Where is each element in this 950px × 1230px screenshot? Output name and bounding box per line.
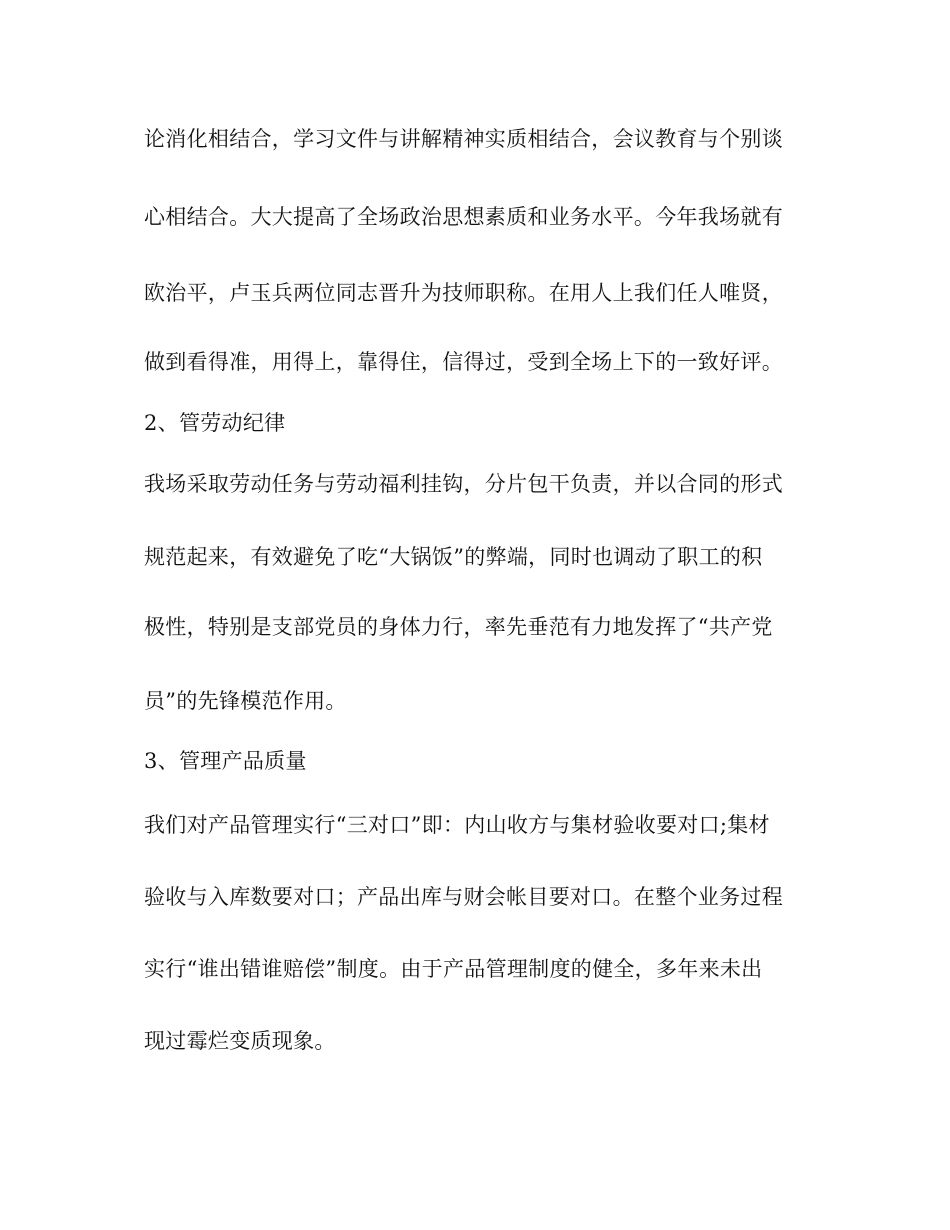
paragraph-line: 规范起来，有效避免了吃“大锅饭”的弊端，同时也调动了职工的积 [144, 545, 763, 569]
paragraph-line: 极性，特别是支部党员的身体力行，率先垂范有力地发挥了“共产党 [144, 615, 773, 639]
paragraph-line: 论消化相结合，学习文件与讲解精神实质相结合，会议教育与个别谈 [144, 127, 783, 151]
paragraph-line: 实行“谁出错谁赔偿”制度。由于产品管理制度的健全，多年来未出 [144, 957, 763, 981]
paragraph-line: 我们对产品管理实行“三对口”即：内山收方与集材验收要对口;集材 [144, 813, 770, 837]
paragraph-line: 欧治平，卢玉兵两位同志晋升为技师职称。在用人上我们任人唯贤， [144, 281, 783, 305]
paragraph-line: 现过霉烂变质现象。 [144, 1029, 336, 1053]
paragraph-line: 做到看得准，用得上，靠得住，信得过，受到全场上下的一致好评。 [144, 350, 783, 374]
section-heading-product-quality: 3、管理产品质量 [144, 749, 307, 773]
section-heading-labor-discipline: 2、管劳动纪律 [144, 411, 286, 435]
paragraph-line: 验收与入库数要对口；产品出库与财会帐目要对口。在整个业务过程 [144, 885, 783, 909]
paragraph-line: 我场采取劳动任务与劳动福利挂钩，分片包干负责，并以合同的形式 [144, 472, 783, 496]
paragraph-line: 员”的先锋模范作用。 [144, 689, 347, 713]
paragraph-line: 心相结合。大大提高了全场政治思想素质和业务水平。今年我场就有 [144, 205, 783, 229]
